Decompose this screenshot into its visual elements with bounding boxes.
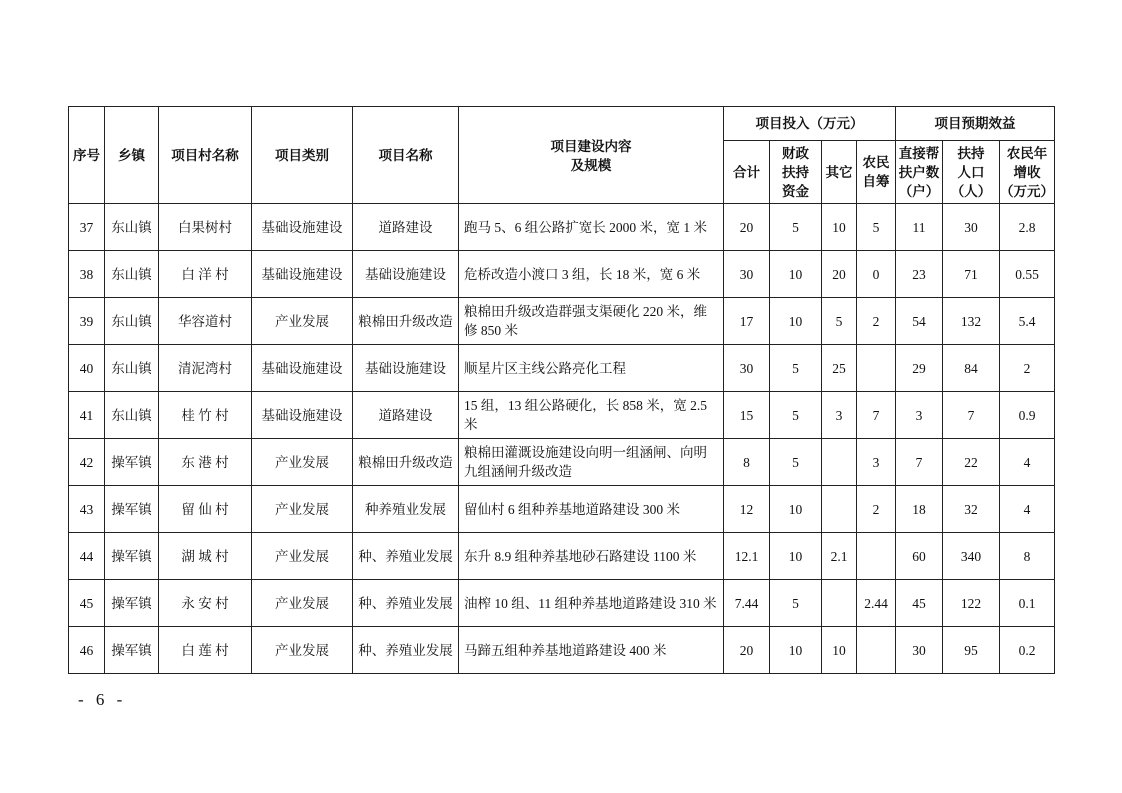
cell-other: 5 bbox=[822, 298, 857, 345]
cell-income: 4 bbox=[1000, 439, 1055, 486]
cell-population: 32 bbox=[943, 486, 1000, 533]
cell-content: 危桥改造小渡口 3 组，长 18 米，宽 6 米 bbox=[459, 251, 724, 298]
cell-fiscal: 10 bbox=[770, 298, 822, 345]
cell-project: 基础设施建设 bbox=[353, 345, 459, 392]
cell-population: 84 bbox=[943, 345, 1000, 392]
table-row bbox=[69, 533, 1055, 580]
header-village: 项目村名称 bbox=[159, 107, 252, 204]
cell-households: 11 bbox=[896, 204, 943, 251]
cell-population: 122 bbox=[943, 580, 1000, 627]
cell-category: 产业发展 bbox=[252, 298, 353, 345]
cell-category: 基础设施建设 bbox=[252, 204, 353, 251]
cell-project: 基础设施建设 bbox=[353, 251, 459, 298]
cell-project: 粮棉田升级改造 bbox=[353, 298, 459, 345]
cell-content: 顺星片区主线公路亮化工程 bbox=[459, 345, 724, 392]
cell-total: 8 bbox=[724, 439, 770, 486]
cell-project: 种、养殖业发展 bbox=[353, 533, 459, 580]
cell-content: 油榨 10 组、11 组种养基地道路建设 310 米 bbox=[459, 580, 724, 627]
cell-population: 71 bbox=[943, 251, 1000, 298]
cell-fiscal: 10 bbox=[770, 533, 822, 580]
cell-income: 8 bbox=[1000, 533, 1055, 580]
cell-town: 东山镇 bbox=[105, 392, 159, 439]
cell-farmer: 5 bbox=[857, 204, 896, 251]
cell-other: 3 bbox=[822, 392, 857, 439]
cell-farmer: 0 bbox=[857, 251, 896, 298]
cell-category: 产业发展 bbox=[252, 486, 353, 533]
cell-seq: 45 bbox=[69, 580, 105, 627]
cell-farmer: 2 bbox=[857, 486, 896, 533]
cell-seq: 46 bbox=[69, 627, 105, 674]
cell-income: 5.4 bbox=[1000, 298, 1055, 345]
cell-farmer: 2 bbox=[857, 298, 896, 345]
cell-fiscal: 10 bbox=[770, 627, 822, 674]
cell-village: 白果树村 bbox=[159, 204, 252, 251]
cell-category: 产业发展 bbox=[252, 533, 353, 580]
cell-fiscal: 10 bbox=[770, 251, 822, 298]
cell-income: 2.8 bbox=[1000, 204, 1055, 251]
cell-category: 基础设施建设 bbox=[252, 392, 353, 439]
cell-project: 道路建设 bbox=[353, 392, 459, 439]
cell-farmer: 7 bbox=[857, 392, 896, 439]
cell-income: 0.9 bbox=[1000, 392, 1055, 439]
cell-total: 30 bbox=[724, 251, 770, 298]
cell-seq: 37 bbox=[69, 204, 105, 251]
table-row bbox=[69, 627, 1055, 674]
header-total: 合计 bbox=[724, 141, 770, 204]
cell-income: 0.1 bbox=[1000, 580, 1055, 627]
cell-content: 马蹄五组种养基地道路建设 400 米 bbox=[459, 627, 724, 674]
cell-town: 东山镇 bbox=[105, 298, 159, 345]
cell-seq: 42 bbox=[69, 439, 105, 486]
cell-town: 操军镇 bbox=[105, 533, 159, 580]
cell-population: 132 bbox=[943, 298, 1000, 345]
cell-fiscal: 10 bbox=[770, 486, 822, 533]
table-row bbox=[69, 251, 1055, 298]
cell-seq: 44 bbox=[69, 533, 105, 580]
cell-seq: 40 bbox=[69, 345, 105, 392]
header-population: 扶持 人口 （人） bbox=[943, 141, 1000, 204]
header-fiscal: 财政 扶持 资金 bbox=[770, 141, 822, 204]
cell-fiscal: 5 bbox=[770, 345, 822, 392]
cell-village: 湖 城 村 bbox=[159, 533, 252, 580]
cell-total: 12 bbox=[724, 486, 770, 533]
cell-project: 种、养殖业发展 bbox=[353, 627, 459, 674]
cell-village: 清泥湾村 bbox=[159, 345, 252, 392]
header-town: 乡镇 bbox=[105, 107, 159, 204]
header-other: 其它 bbox=[822, 141, 857, 204]
cell-other bbox=[822, 580, 857, 627]
cell-households: 54 bbox=[896, 298, 943, 345]
cell-farmer: 2.44 bbox=[857, 580, 896, 627]
cell-project: 粮棉田升级改造 bbox=[353, 439, 459, 486]
cell-content: 留仙村 6 组种养基地道路建设 300 米 bbox=[459, 486, 724, 533]
table-row bbox=[69, 204, 1055, 251]
cell-village: 东 港 村 bbox=[159, 439, 252, 486]
cell-seq: 38 bbox=[69, 251, 105, 298]
cell-income: 2 bbox=[1000, 345, 1055, 392]
cell-fiscal: 5 bbox=[770, 392, 822, 439]
cell-town: 操军镇 bbox=[105, 439, 159, 486]
cell-farmer bbox=[857, 345, 896, 392]
cell-other: 10 bbox=[822, 627, 857, 674]
cell-total: 20 bbox=[724, 627, 770, 674]
cell-category: 基础设施建设 bbox=[252, 251, 353, 298]
cell-households: 29 bbox=[896, 345, 943, 392]
cell-other: 10 bbox=[822, 204, 857, 251]
cell-total: 15 bbox=[724, 392, 770, 439]
cell-village: 桂 竹 村 bbox=[159, 392, 252, 439]
header-benefit: 项目预期效益 bbox=[896, 107, 1055, 141]
cell-total: 12.1 bbox=[724, 533, 770, 580]
cell-project: 道路建设 bbox=[353, 204, 459, 251]
cell-total: 7.44 bbox=[724, 580, 770, 627]
cell-other bbox=[822, 439, 857, 486]
header-farmer: 农民 自筹 bbox=[857, 141, 896, 204]
cell-project: 种养殖业发展 bbox=[353, 486, 459, 533]
header-seq: 序号 bbox=[69, 107, 105, 204]
cell-content: 粮棉田灌溉设施建设向明一组涵闸、向明九组涵闸升级改造 bbox=[459, 439, 724, 486]
cell-farmer bbox=[857, 627, 896, 674]
table-row bbox=[69, 298, 1055, 345]
cell-content: 东升 8.9 组种养基地砂石路建设 1100 米 bbox=[459, 533, 724, 580]
cell-village: 白 洋 村 bbox=[159, 251, 252, 298]
cell-town: 操军镇 bbox=[105, 486, 159, 533]
cell-population: 340 bbox=[943, 533, 1000, 580]
header-content: 项目建设内容 及规模 bbox=[459, 107, 724, 204]
cell-total: 17 bbox=[724, 298, 770, 345]
cell-category: 产业发展 bbox=[252, 439, 353, 486]
cell-other: 25 bbox=[822, 345, 857, 392]
cell-seq: 39 bbox=[69, 298, 105, 345]
cell-seq: 41 bbox=[69, 392, 105, 439]
cell-population: 22 bbox=[943, 439, 1000, 486]
cell-other: 2.1 bbox=[822, 533, 857, 580]
table-row bbox=[69, 345, 1055, 392]
cell-village: 华容道村 bbox=[159, 298, 252, 345]
cell-households: 7 bbox=[896, 439, 943, 486]
cell-total: 20 bbox=[724, 204, 770, 251]
cell-project: 种、养殖业发展 bbox=[353, 580, 459, 627]
cell-other bbox=[822, 486, 857, 533]
cell-content: 跑马 5、6 组公路扩宽长 2000 米，宽 1 米 bbox=[459, 204, 724, 251]
cell-population: 95 bbox=[943, 627, 1000, 674]
cell-income: 4 bbox=[1000, 486, 1055, 533]
cell-content: 15 组，13 组公路硬化，长 858 米，宽 2.5 米 bbox=[459, 392, 724, 439]
cell-town: 东山镇 bbox=[105, 204, 159, 251]
cell-village: 白 莲 村 bbox=[159, 627, 252, 674]
cell-town: 操军镇 bbox=[105, 627, 159, 674]
cell-town: 东山镇 bbox=[105, 345, 159, 392]
cell-households: 3 bbox=[896, 392, 943, 439]
cell-households: 45 bbox=[896, 580, 943, 627]
cell-households: 30 bbox=[896, 627, 943, 674]
table-row bbox=[69, 486, 1055, 533]
project-table bbox=[68, 106, 1055, 674]
cell-category: 产业发展 bbox=[252, 627, 353, 674]
cell-other: 20 bbox=[822, 251, 857, 298]
cell-category: 基础设施建设 bbox=[252, 345, 353, 392]
table-row bbox=[69, 392, 1055, 439]
cell-population: 30 bbox=[943, 204, 1000, 251]
header-households: 直接帮 扶户数 （户） bbox=[896, 141, 943, 204]
header-category: 项目类别 bbox=[252, 107, 353, 204]
cell-fiscal: 5 bbox=[770, 580, 822, 627]
header-investment: 项目投入（万元） bbox=[724, 107, 896, 141]
cell-income: 0.55 bbox=[1000, 251, 1055, 298]
header-project: 项目名称 bbox=[353, 107, 459, 204]
cell-town: 操军镇 bbox=[105, 580, 159, 627]
cell-category: 产业发展 bbox=[252, 580, 353, 627]
cell-households: 60 bbox=[896, 533, 943, 580]
cell-farmer: 3 bbox=[857, 439, 896, 486]
cell-seq: 43 bbox=[69, 486, 105, 533]
cell-content: 粮棉田升级改造群强支渠硬化 220 米，维修 850 米 bbox=[459, 298, 724, 345]
cell-income: 0.2 bbox=[1000, 627, 1055, 674]
page-number: - 6 - bbox=[78, 690, 127, 709]
cell-total: 30 bbox=[724, 345, 770, 392]
cell-village: 永 安 村 bbox=[159, 580, 252, 627]
table-row bbox=[69, 580, 1055, 627]
cell-population: 7 bbox=[943, 392, 1000, 439]
header-income: 农民年 增收 （万元） bbox=[1000, 141, 1055, 204]
table-row bbox=[69, 439, 1055, 486]
cell-farmer bbox=[857, 533, 896, 580]
cell-town: 东山镇 bbox=[105, 251, 159, 298]
cell-households: 18 bbox=[896, 486, 943, 533]
cell-households: 23 bbox=[896, 251, 943, 298]
cell-fiscal: 5 bbox=[770, 204, 822, 251]
cell-village: 留 仙 村 bbox=[159, 486, 252, 533]
cell-fiscal: 5 bbox=[770, 439, 822, 486]
